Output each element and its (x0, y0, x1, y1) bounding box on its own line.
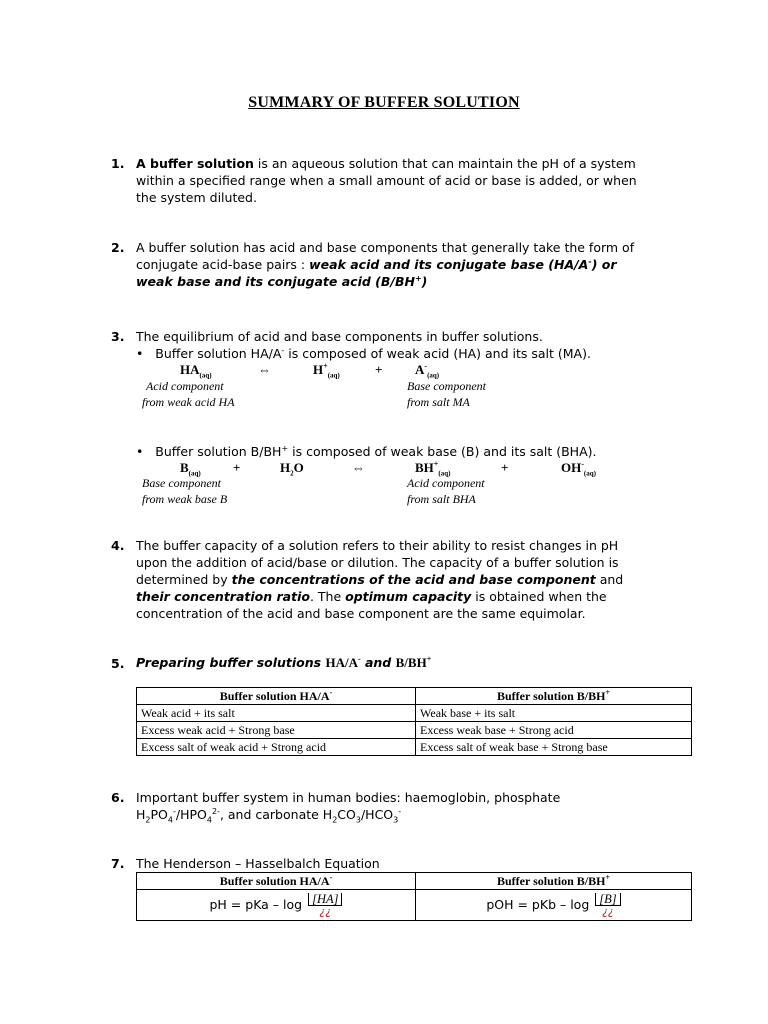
item-6-number: 6. (111, 790, 125, 805)
item-3-line-1: The equilibrium of acid and base components in buffer solutions. (136, 329, 543, 344)
eq1-plus: + (375, 362, 383, 377)
item-7-line-1: The Henderson – Hasselbalch Equation (136, 856, 380, 871)
item-1-bold: A buffer solution (136, 156, 254, 171)
item-2-text: conjugate acid-base pairs : (136, 257, 310, 272)
eq1-arrow: ⇔ (258, 362, 271, 377)
eq1-a: $A^-_{(aq)}$ (415, 361, 440, 380)
item-1-text: is an aqueous solution that can maintain the pH of a system (253, 156, 636, 171)
item-1-line-3: the system diluted. (136, 190, 257, 205)
eq2-b: $B_{(aq)}$ (180, 460, 201, 478)
item-2-bold-b: weak base and its conjugate acid (B/BH+) (136, 273, 428, 289)
item-3-bullet-2: • Buffer solution B/BH+ is composed of weak base (B) and its salt (BHA). (136, 443, 597, 459)
item-1-line-1 (136, 156, 636, 171)
item-2-line-1: A buffer solution has acid and base components that generally take the form of (136, 240, 635, 255)
eq2-oh: $OH^-_{(aq)}$ (561, 459, 596, 478)
item-6-line-1: Important buffer system in human bodies: haemoglobin, phosphate (136, 790, 561, 805)
item-4-line-4: their concentration ratio. The optimum capacity is obtained when the (136, 589, 607, 604)
item-4-line-5: concentration of the acid and base component are the same equimolar. (136, 606, 586, 621)
table-row: Excess salt of weak acid + Strong acid Excess salt of weak base + Strong base (137, 739, 692, 756)
hh-eq-acid: pH = pKa – log $\frac{[HA]}{¿¿}$ (137, 890, 416, 921)
item-1-line-2: within a specified range when a small amount of acid or base is added, or when (136, 173, 637, 188)
item-2-line-3 (136, 274, 427, 289)
item-3-number: 3. (111, 329, 125, 344)
item-4-bold-ratio: their concentration ratio (136, 589, 310, 604)
item-6-line-2: $H_2PO_4^-/HPO_4^{2-}$, and carbonate $H_2CO_3/HCO_3^-$ (136, 806, 402, 825)
item-4-line-1: The buffer capacity of a solution refers to their ability to resist changes in pH (136, 538, 619, 553)
item-4-line-2: upon the addition of acid/base or dilution. The capacity of a buffer solution is (136, 555, 619, 570)
table-header-ha: Buffer solution HA/A- (137, 688, 416, 705)
hh-eq-base: pOH = pKb – log $\frac{[B]}{¿¿}$ (416, 890, 692, 921)
buffer-prep-table (136, 687, 692, 756)
item-5-heading: Preparing buffer solutions HA/A- and B/BH+ (136, 654, 432, 670)
table-header-bh: Buffer solution B/BH+ (416, 688, 692, 705)
eq2-caption-base-1: Base component (142, 476, 221, 490)
item-4-bold-optimum: optimum capacity (345, 589, 472, 604)
item-7-number: 7. (111, 856, 125, 871)
eq2-arrow: ⇔ (352, 460, 365, 475)
item-2-bold-a: weak acid and its conjugate base (HA/A-) or (309, 256, 617, 272)
eq1-ha: $HA_{(aq)}$ (180, 362, 212, 380)
item-2-line-2 (136, 257, 617, 272)
henderson-table (136, 872, 692, 921)
eq2-plus-1: + (233, 460, 241, 475)
item-2-number: 2. (111, 240, 125, 255)
eq2-bh: $BH^+_{(aq)}$ (415, 459, 451, 478)
eq2-caption-acid-1: Acid component (407, 476, 485, 490)
item-1-number: 1. (111, 156, 125, 171)
item-5-number: 5. (111, 656, 125, 671)
table-row: Weak acid + its salt Weak base + its salt (137, 705, 692, 722)
table-row (137, 890, 692, 921)
eq1-caption-base-1: Base component (407, 379, 486, 393)
eq2-caption-acid-2: from salt BHA (407, 492, 476, 506)
hh-header-ha: Buffer solution HA/A- (137, 873, 416, 890)
item-3-bullet-1: • Buffer solution HA/A- is composed of weak acid (HA) and its salt (MA). (136, 345, 591, 361)
eq2-caption-base-2: from weak base B (142, 492, 228, 506)
eq1-caption-acid-1: Acid component (146, 379, 224, 393)
table-row: Excess weak acid + Strong base Excess weak base + Strong acid (137, 722, 692, 739)
eq2-plus-2: + (501, 460, 509, 475)
page-title: SUMMARY OF BUFFER SOLUTION (248, 94, 520, 111)
item-4-bold-concentrations: the concentrations of the acid and base component (231, 572, 596, 587)
eq1-caption-base-2: from salt MA (407, 395, 470, 409)
hh-header-bh: Buffer solution B/BH+ (416, 873, 692, 890)
eq2-h2o: $H_2O$ (280, 460, 304, 478)
eq1-caption-acid-2: from weak acid HA (142, 395, 235, 409)
item-4-number: 4. (111, 538, 125, 553)
eq1-h: $H^+_{(aq)}$ (313, 361, 340, 380)
item-4-line-3: determined by the concentrations of the acid and base component and (136, 572, 624, 587)
